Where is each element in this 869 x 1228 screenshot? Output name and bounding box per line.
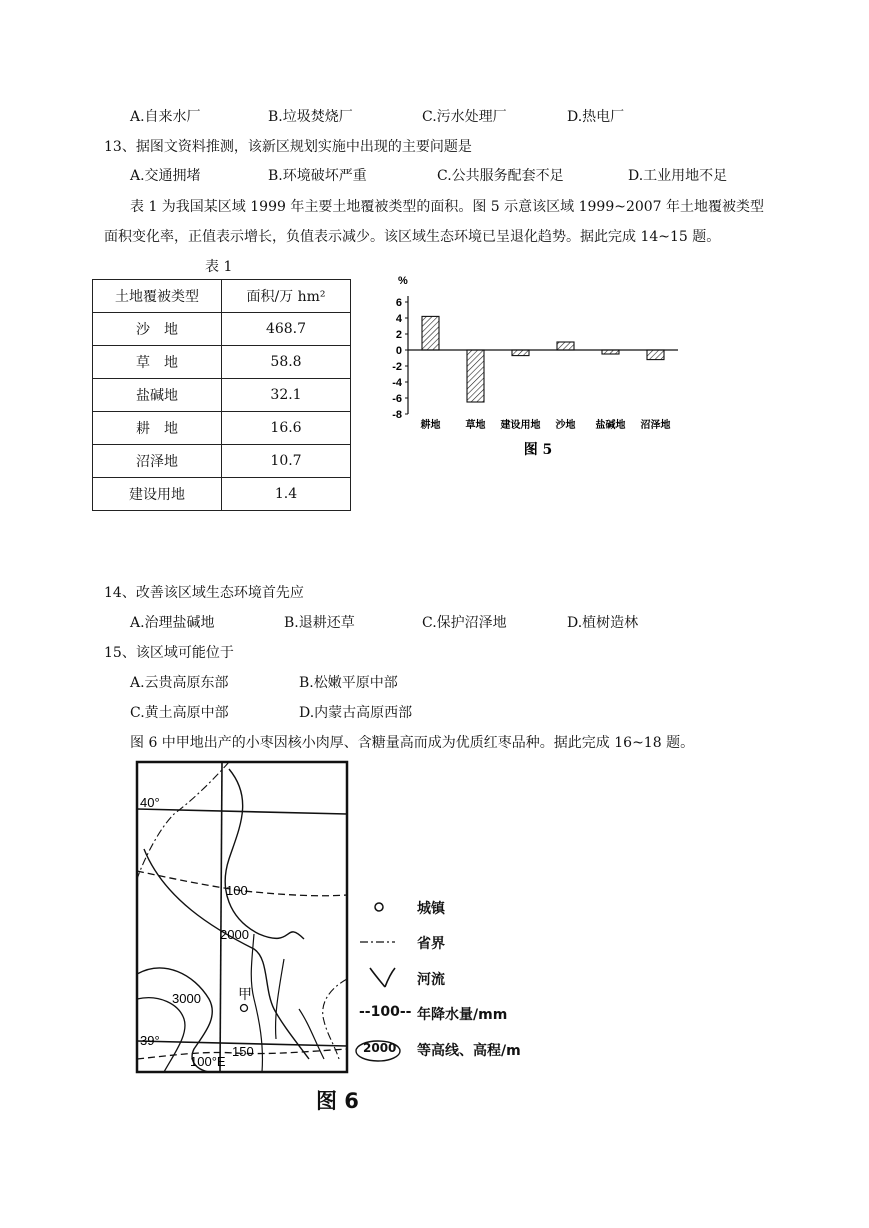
x-category-label: 耕地 (420, 420, 441, 431)
province-border-east (323, 979, 347, 1059)
table-cell: 1.4 (222, 478, 351, 511)
legend-town-label: 城镇 (417, 901, 445, 917)
x-category-label: 草地 (465, 420, 486, 431)
bar (557, 342, 574, 350)
y-tick-label: 0 (395, 345, 402, 357)
q14-stem: 14、改善该区域生态环境首先应 (104, 585, 304, 601)
q12-option-c: C.污水处理厂 (422, 109, 507, 125)
q13-option-d: D.工业用地不足 (628, 168, 728, 184)
table-cell: 10.7 (222, 445, 351, 478)
contour-2000-line-inner (144, 849, 309, 1059)
q12-option-a: A.自来水厂 (130, 109, 201, 125)
label-jia: 甲 (238, 987, 252, 1003)
x-category-label: 沼泽地 (640, 420, 671, 431)
legend-precip-sample: --100-- (359, 1004, 412, 1020)
q14-option-c: C.保护沼泽地 (422, 615, 507, 631)
table-header-type: 土地覆被类型 (93, 280, 222, 313)
label-lon-100: 100°E (190, 1054, 226, 1069)
q12-option-b: B.垃圾焚烧厂 (268, 109, 353, 125)
y-tick-label: 6 (395, 297, 402, 309)
table-cell: 盐碱地 (93, 379, 222, 412)
q13-option-a: A.交通拥堵 (130, 168, 201, 184)
legend-contour-label: 等高线、高程/m (417, 1043, 521, 1059)
figure-6-caption: 图 6 (316, 1089, 359, 1113)
q15-option-c: C.黄土高原中部 (130, 705, 229, 721)
bar (422, 316, 439, 350)
y-tick-label: 4 (395, 313, 402, 325)
table-cell: 16.6 (222, 412, 351, 445)
q13-stem: 13、据图文资料推测，该新区规划实施中出现的主要问题是 (104, 139, 472, 155)
table-row (93, 379, 351, 412)
y-tick-label: -8 (392, 409, 402, 421)
legend-contour-sample: 2000 (363, 1041, 397, 1055)
chart-title: 图 5 (523, 442, 553, 458)
q15-option-b: B.松嫩平原中部 (299, 675, 398, 691)
q14-option-a: A.治理盐碱地 (130, 615, 215, 631)
x-category-label: 盐碱地 (595, 420, 626, 431)
y-tick-label: -2 (392, 361, 402, 373)
q13-option-b: B.环境破坏严重 (268, 168, 367, 184)
q15-option-d: D.内蒙古高原西部 (299, 705, 413, 721)
river-tributary (276, 959, 284, 1039)
town-icon (375, 903, 383, 911)
table-row (93, 445, 351, 478)
q14-option-d: D.植树造林 (567, 615, 639, 631)
legend-border-label: 省界 (417, 936, 445, 952)
table-cell: 58.8 (222, 346, 351, 379)
y-axis-label: % (398, 275, 408, 287)
river-icon (370, 968, 395, 987)
figure-5-bar-chart (380, 272, 690, 467)
intro-14-line-1: 表 1 为我国某区域 1999 年主要土地覆被类型的面积。图 5 示意该区域 1999~2007 年土地覆被类型 (130, 199, 765, 215)
bar (467, 350, 484, 402)
map-legend (355, 895, 555, 1069)
legend-precip-label: 年降水量/mm (417, 1007, 508, 1023)
label-isohyet-100: 100 (226, 883, 248, 898)
table-1-caption: 表 1 (205, 259, 233, 275)
figure-6-map (134, 759, 354, 1079)
land-cover-table (92, 279, 351, 511)
table-row (93, 478, 351, 511)
intro-14-line-2: 面积变化率，正值表示增长，负值表示减少。该区域生态环境已呈退化趋势。据此完成 14~15 题。 (104, 229, 721, 245)
table-row (93, 346, 351, 379)
table-cell: 草 地 (93, 346, 222, 379)
table-row (93, 313, 351, 346)
bar (647, 350, 664, 360)
label-contour-3000: 3000 (172, 991, 201, 1006)
bar (512, 350, 529, 356)
legend-river-label: 河流 (417, 972, 445, 988)
table-header-row (93, 280, 351, 313)
table-header-area: 面积/万 hm² (222, 280, 351, 313)
label-lat-39: 39° (140, 1033, 160, 1048)
q15-stem: 15、该区域可能位于 (104, 645, 234, 661)
bar (602, 350, 619, 354)
y-tick-label: -4 (392, 377, 402, 389)
q14-option-b: B.退耕还草 (284, 615, 355, 631)
x-category-label: 沙地 (555, 420, 576, 431)
province-border-north (137, 762, 229, 879)
town-jia-marker (241, 1005, 248, 1012)
table-cell: 沼泽地 (93, 445, 222, 478)
intro-16-text: 图 6 中甲地出产的小枣因核小肉厚、含糖量高而成为优质红枣品种。据此完成 16~18 题。 (130, 735, 695, 751)
table-cell: 耕 地 (93, 412, 222, 445)
contour-2000-line (225, 769, 304, 939)
longitude-100-line (220, 762, 222, 1072)
table-cell: 32.1 (222, 379, 351, 412)
x-category-label: 建设用地 (500, 420, 541, 431)
table-row (93, 412, 351, 445)
q15-option-a: A.云贵高原东部 (130, 675, 229, 691)
y-tick-label: 2 (395, 329, 402, 341)
table-cell: 468.7 (222, 313, 351, 346)
table-cell: 建设用地 (93, 478, 222, 511)
label-isohyet-150: 150 (232, 1044, 254, 1059)
table-cell: 沙 地 (93, 313, 222, 346)
q13-option-c: C.公共服务配套不足 (437, 168, 564, 184)
label-contour-2000: 2000 (220, 927, 249, 942)
y-tick-label: -6 (392, 393, 402, 405)
label-lat-40: 40° (140, 795, 160, 810)
q12-option-d: D.热电厂 (567, 109, 625, 125)
